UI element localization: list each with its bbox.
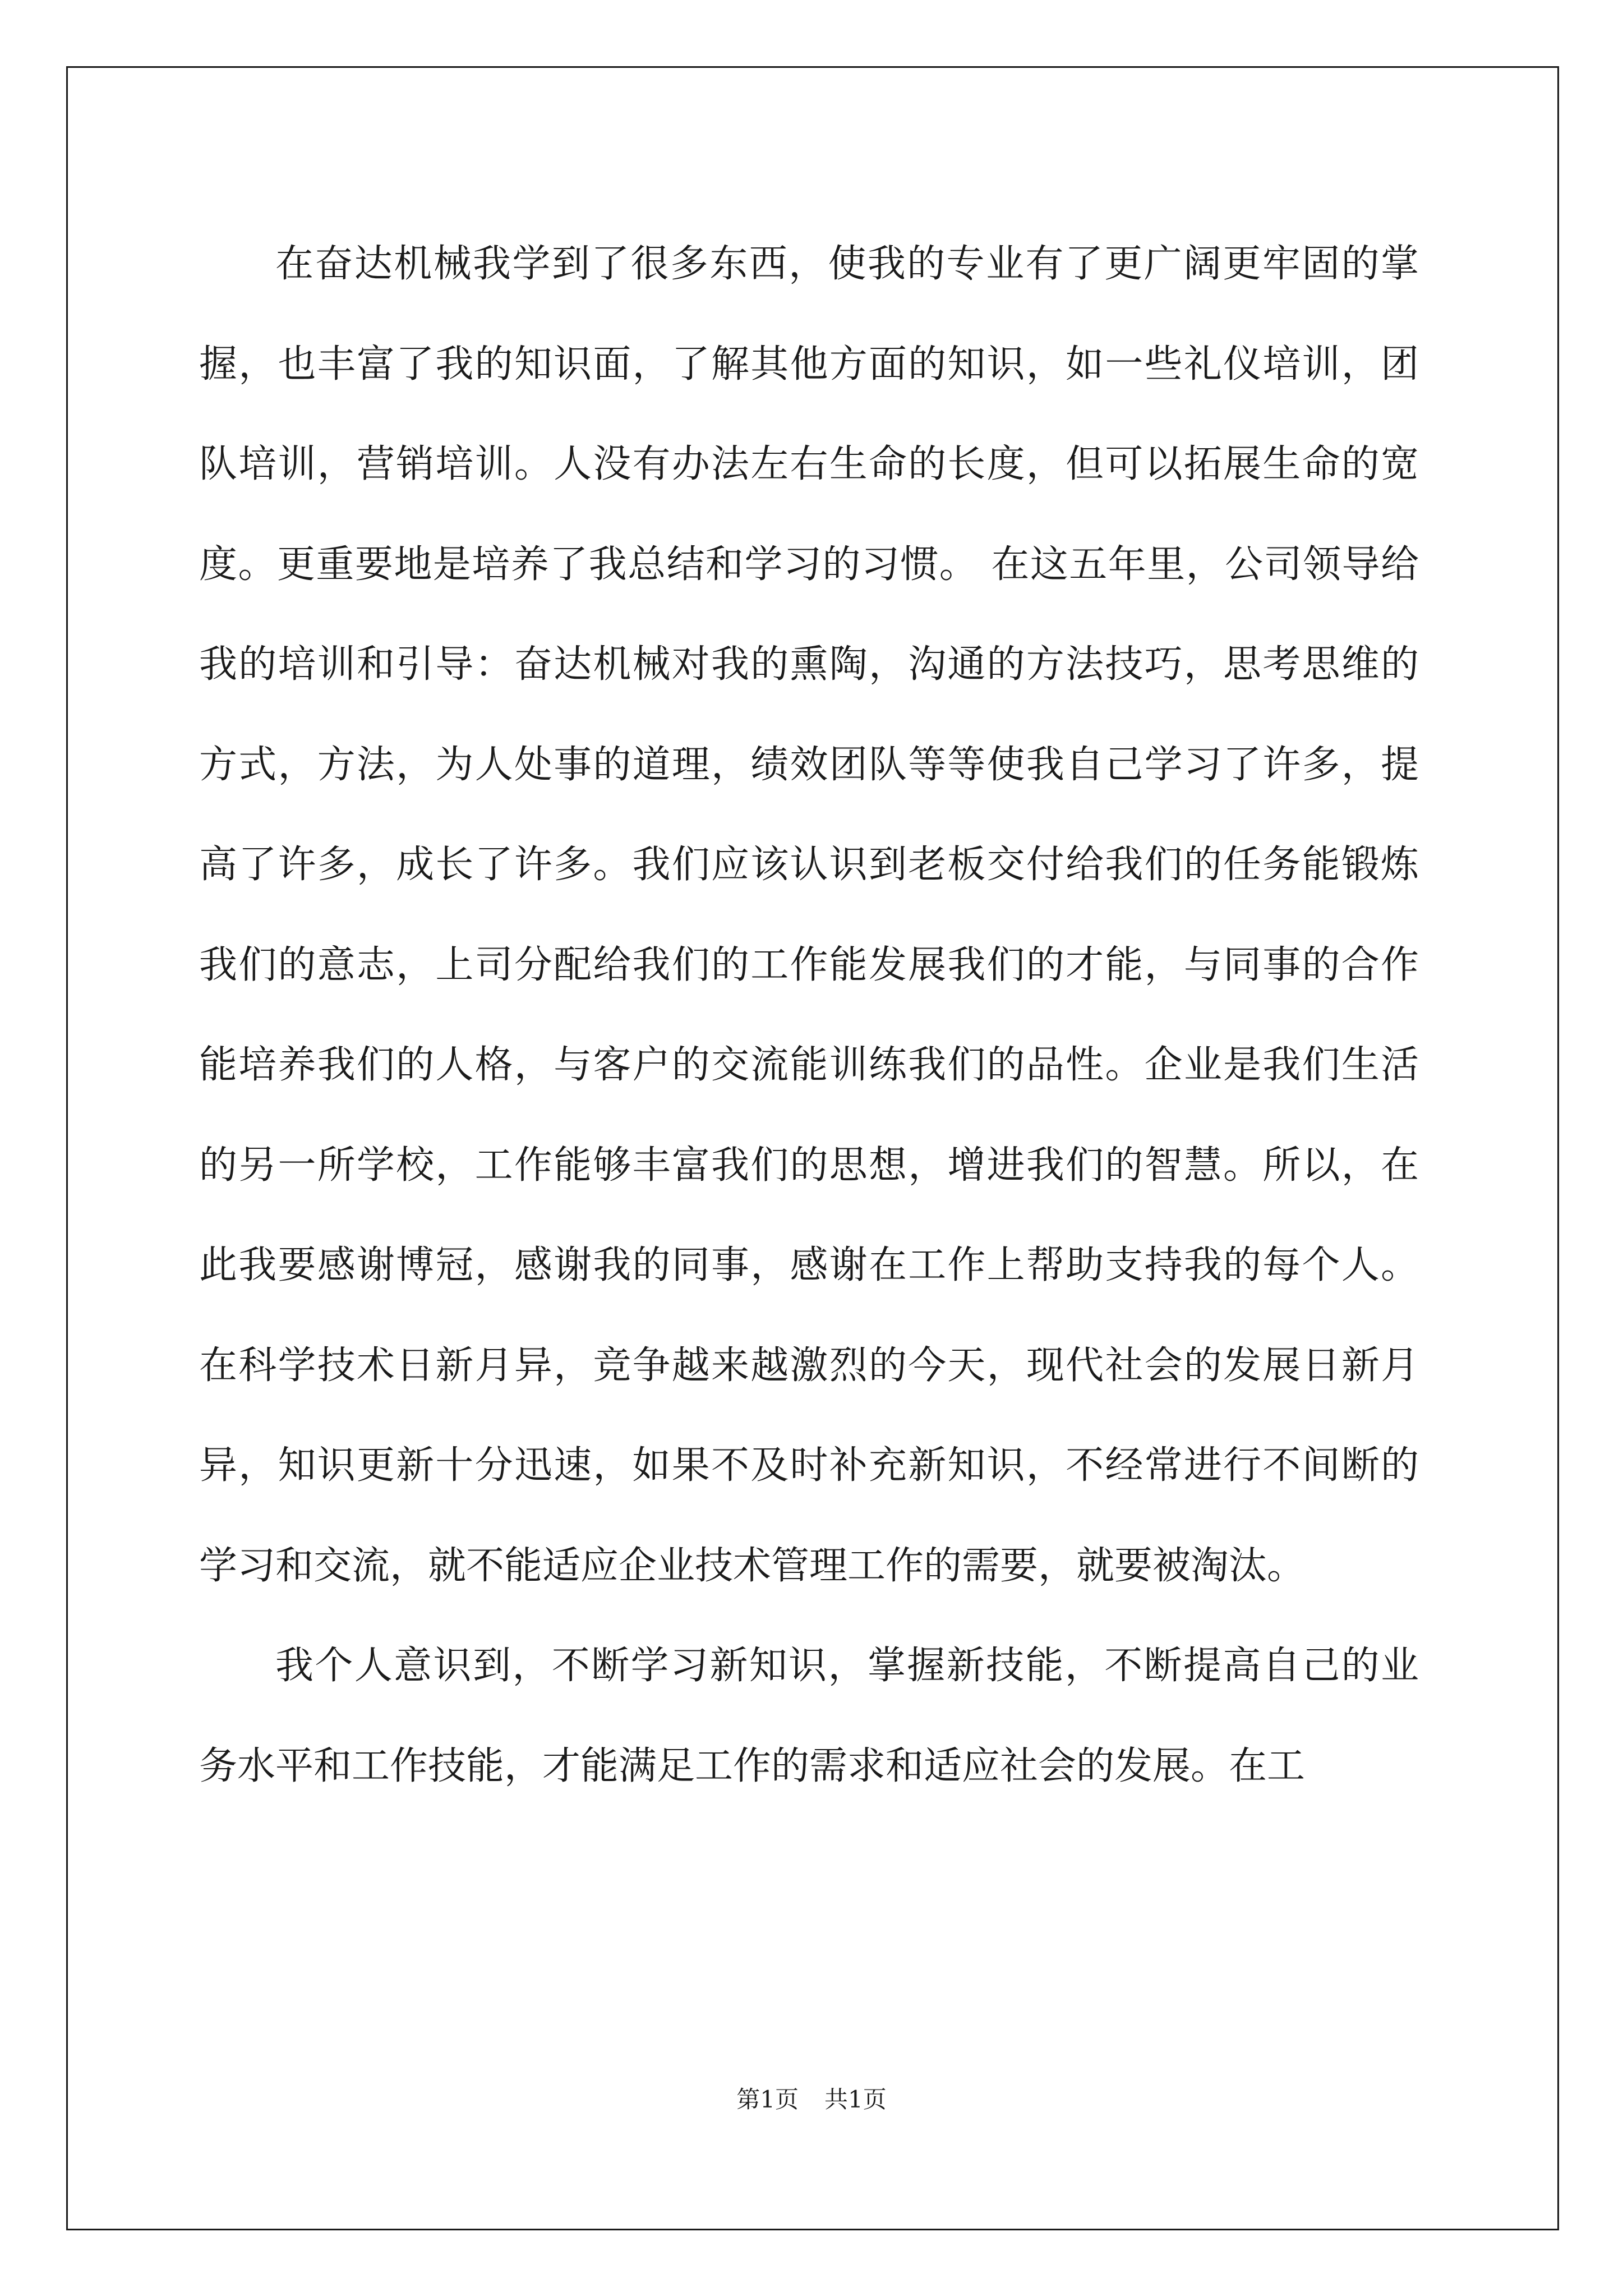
document-body <box>199 214 1419 1816</box>
page-footer <box>0 2081 1623 2115</box>
paragraph-2: 我个人意识到，不断学习新知识，掌握新技能，不断提高自己的业务水平和工作技能，才能满足工作的需求和适应社会的发展。在工 <box>199 1644 1419 1788</box>
page-total: 共1页 <box>824 2086 887 2113</box>
paragraph-1: 在奋达机械我学到了很多东西，使我的专业有了更广阔更牢固的掌握，也丰富了我的知识面，了解其他方面的知识，如一些礼仪培训，团队培训，营销培训。人没有办法左右生命的长度，但可以拓展生命的宽度。更重要地是培养了我总结和学习的习惯。 在这五年里，公司领导给我的培训和引导：奋达机械对我的熏陶，沟通的方法技巧，思考思维的方式，方法，为人处事的道理，绩效团队等等使我自己学习了许多，提高了许多，成长了许多。我们应该认识到老板交付给我们的任务能锻炼我们的意志，上司分配给我们的工作能发展我们的才能，与同事的合作能培养我们的人格，与客户的交流能训练我们的品性。企业是我们生活的另一所学校，工作能够丰富我们的思想，增进我们的智慧。所以，在此我要感谢博冠，感谢我的同事，感谢在工作上帮助支持我的每个人。 在科学技术日新月异，竞争越来越激烈的今天，现代社会的发展日新月异，知识更新十分迅速，如果不及时补充新知识，不经常进行不间断的学习和交流，就不能适应企业技术管理工作的需要，就要被淘汰。 <box>199 242 1419 1588</box>
page-number: 第1页 <box>736 2086 799 2113</box>
